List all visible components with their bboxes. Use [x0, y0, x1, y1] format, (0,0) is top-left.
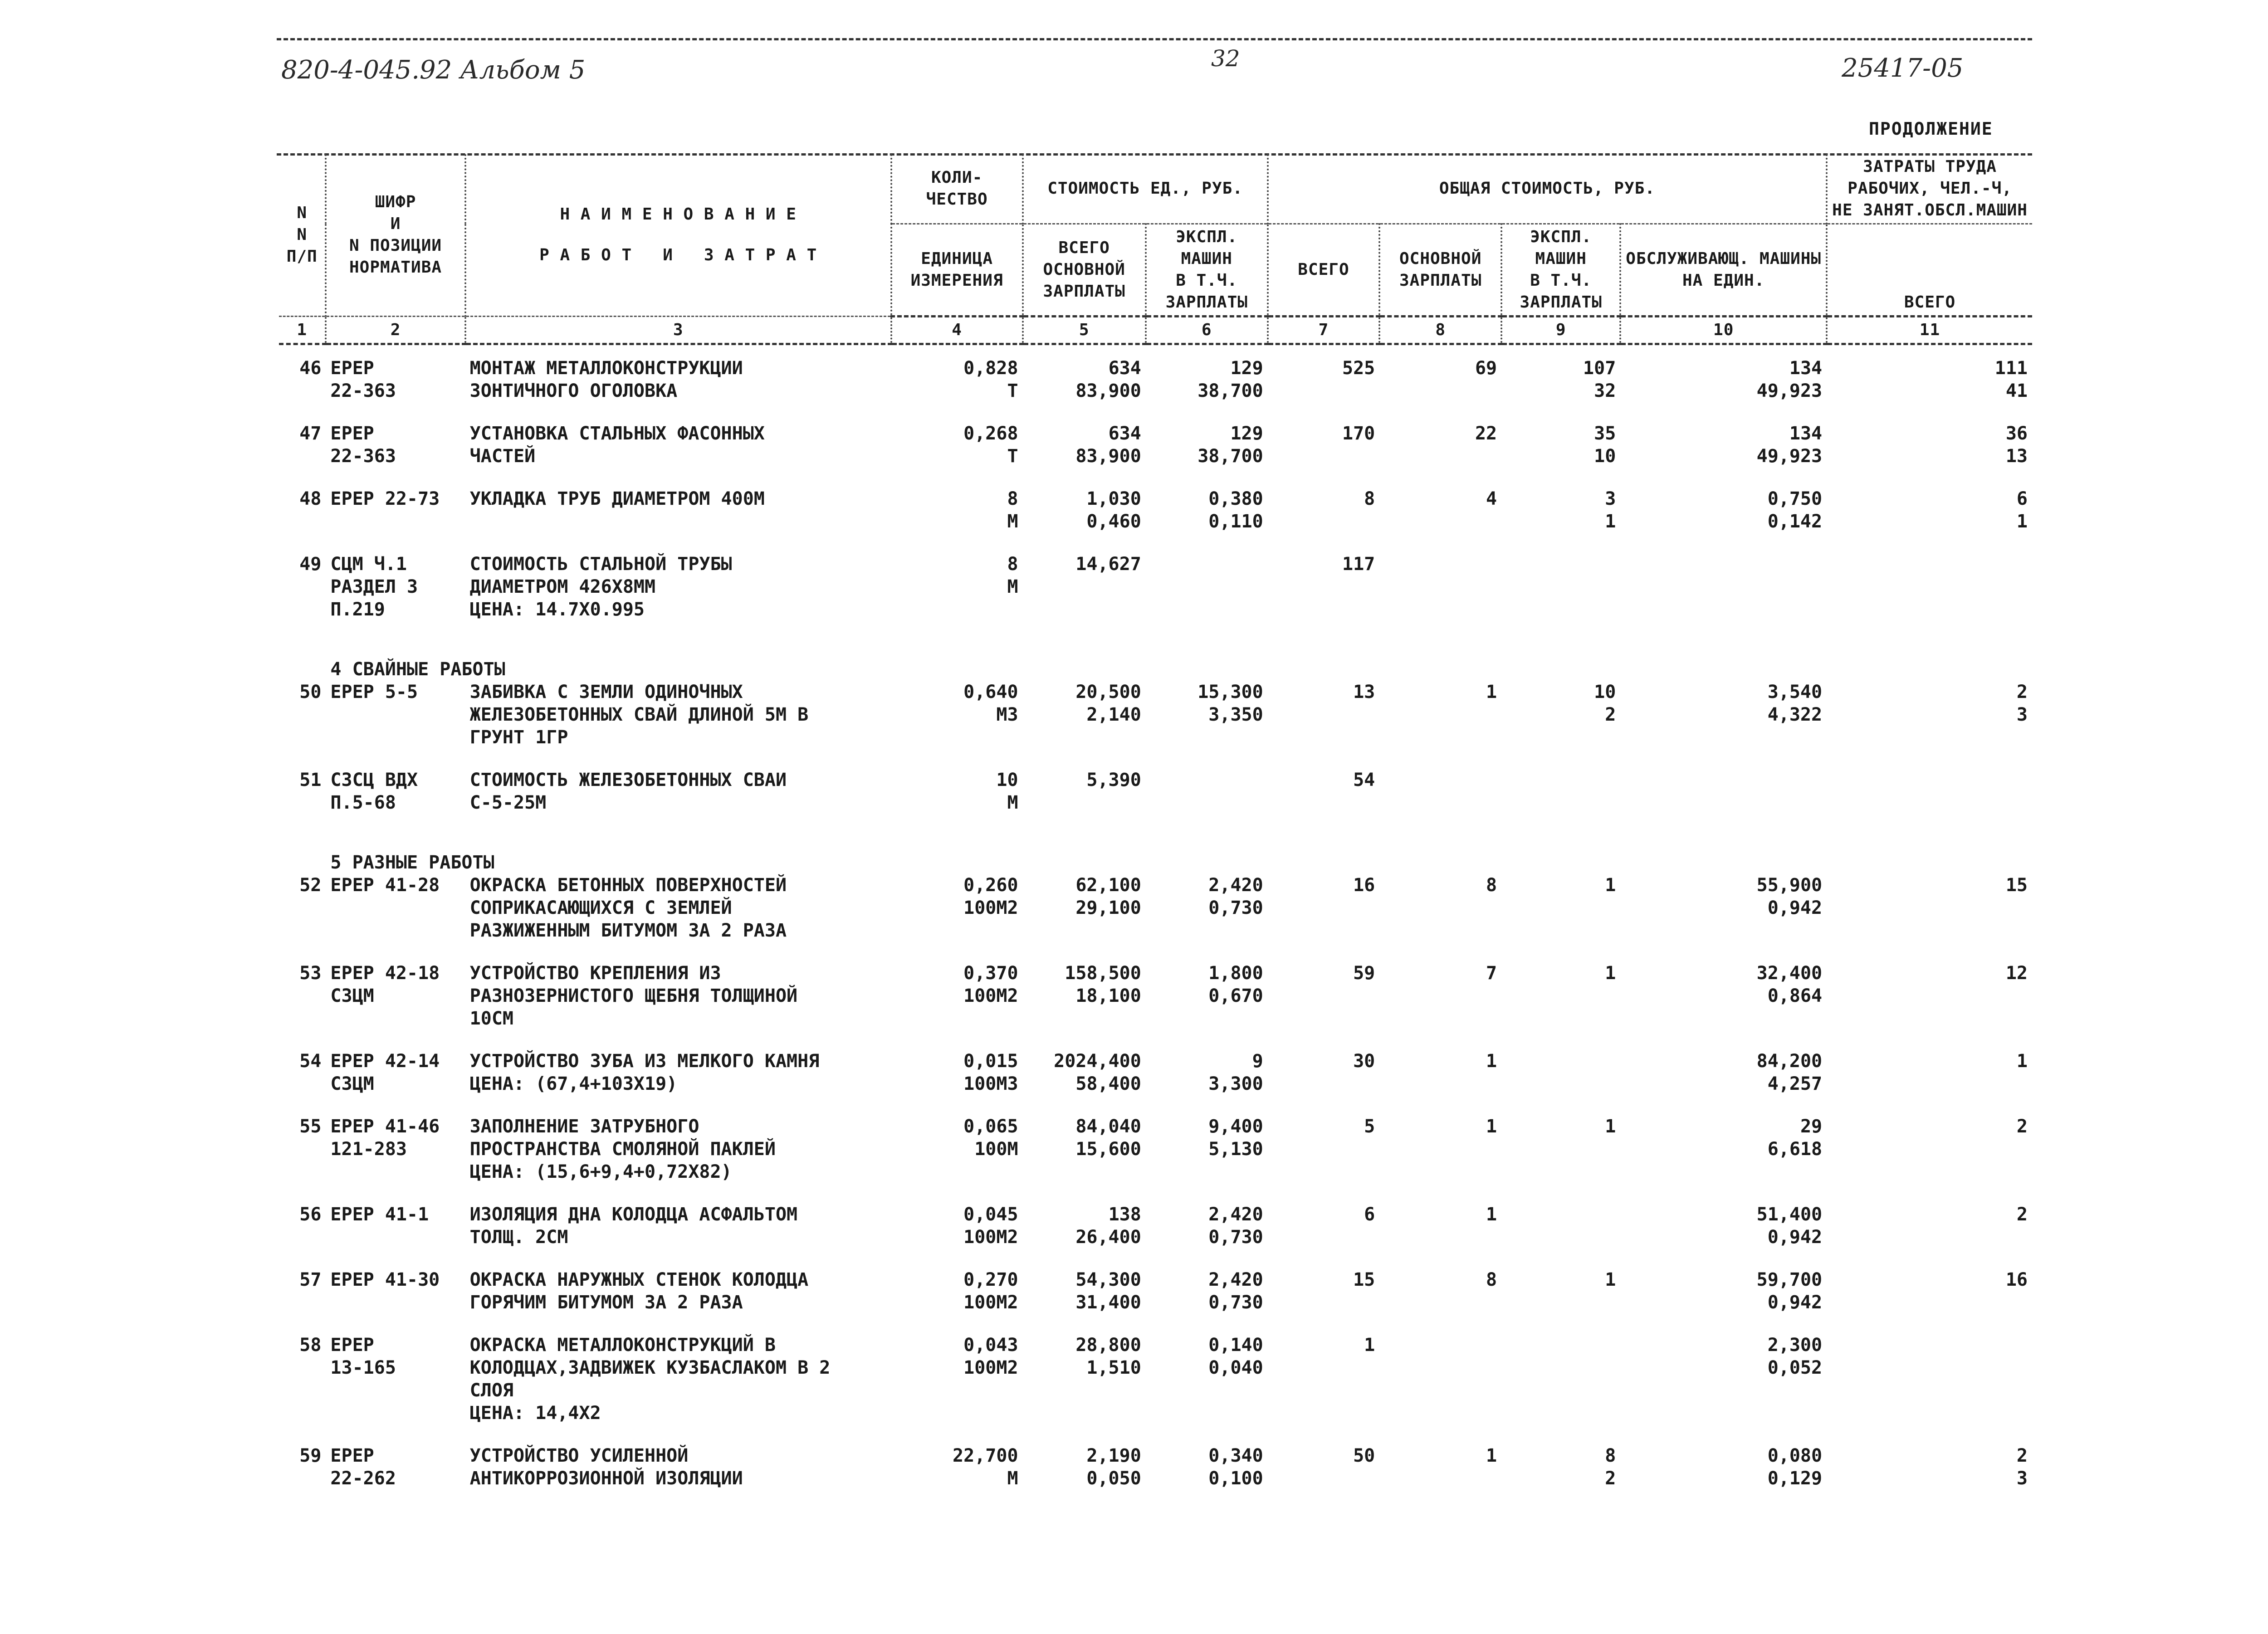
- row-labor-total: 2 3: [2016, 682, 2028, 725]
- col-header-unit-cost: СТОИМОСТЬ ЕД., РУБ.: [1023, 154, 1268, 224]
- row-code: ЕРЕР 41-28: [330, 875, 440, 896]
- row-quantity: 0,268 Т: [963, 423, 1018, 467]
- estimate-rows: [279, 344, 2032, 1500]
- row-labor-total: [1827, 543, 2032, 631]
- row-total-cost: 59: [1353, 963, 1375, 984]
- row-code: ЕРЕР 41-1: [330, 1204, 429, 1225]
- row-labor-per-unit: 84,200 4,257: [1756, 1051, 1823, 1094]
- row-labor-per-unit: 32,400 0,864: [1756, 963, 1823, 1006]
- row-total-machines: 10 2: [1594, 682, 1616, 725]
- col-number: 9: [1501, 317, 1620, 344]
- row-number: 53: [299, 963, 322, 984]
- row-total-salary: [1379, 1324, 1501, 1434]
- row-quantity: 0,270 100М2: [963, 1269, 1018, 1313]
- row-name: ОКРАСКА МЕТАЛЛОКОНСТРУКЦИЙ В КОЛОДЦАХ,ЗАДВИЖЕК КУЗБАСЛАКОМ В 2 СЛОЯ ЦЕНА: 14,4Х2: [469, 1335, 831, 1424]
- row-number: 51: [299, 770, 322, 790]
- row-unit-cost-total: 2,190 0,050: [1086, 1445, 1141, 1489]
- table-row: [279, 478, 2032, 543]
- row-labor-per-unit: 3,540 4,322: [1767, 682, 1823, 725]
- row-quantity: 10 М: [996, 770, 1018, 813]
- document-code: 820-4-045.92 Альбом 5: [281, 55, 586, 85]
- section-title: 4 СВАЙНЫЕ РАБОТЫ: [330, 659, 505, 680]
- table-row: [279, 412, 2032, 478]
- row-total-machines: 1: [1605, 1116, 1616, 1137]
- table-row: [279, 1105, 2032, 1193]
- section-spacer: [279, 631, 326, 681]
- row-total-salary: 8: [1486, 875, 1497, 896]
- row-total-salary: 1: [1486, 1116, 1497, 1137]
- row-labor-per-unit: 55,900 0,942: [1756, 875, 1823, 918]
- row-quantity: 8 М: [1007, 488, 1018, 532]
- row-unit-cost-total: 54,300 31,400: [1075, 1269, 1141, 1313]
- row-unit-cost-machines: 0,340 0,100: [1208, 1445, 1263, 1489]
- row-quantity: 0,045 100М2: [963, 1204, 1018, 1248]
- row-total-cost: 54: [1353, 770, 1375, 790]
- row-labor-per-unit: 2,300 0,052: [1767, 1335, 1823, 1378]
- row-total-cost: 13: [1353, 682, 1375, 702]
- row-name: УСТАНОВКА СТАЛЬНЫХ ФАСОННЫХ ЧАСТЕЙ: [469, 423, 765, 467]
- row-quantity: 0,015 100М3: [963, 1051, 1018, 1094]
- row-total-cost: 15: [1353, 1269, 1375, 1290]
- header-row-top: [279, 154, 2032, 224]
- row-unit-cost-total: 634 83,900: [1075, 358, 1141, 401]
- row-unit-cost-total: 20,500 2,140: [1075, 682, 1141, 725]
- row-total-cost: 117: [1342, 554, 1375, 575]
- col-header-uc-total-salary: ВСЕГО ОСНОВНОЙ ЗАРПЛАТЫ: [1023, 224, 1146, 317]
- row-code: ЕРЕР 22-73: [330, 488, 440, 509]
- row-total-cost: 8: [1364, 488, 1375, 509]
- row-total-salary: 69: [1475, 358, 1497, 379]
- row-unit-cost-machines: 129 38,700: [1198, 358, 1263, 401]
- col-header-labor-total: ВСЕГО: [1827, 224, 2032, 317]
- row-code: ЕРЕР 41-30: [330, 1269, 440, 1290]
- row-labor-per-unit: [1620, 543, 1827, 631]
- top-rule: [277, 38, 2032, 40]
- row-code: ЕРЕР 41-46 121-283: [330, 1116, 440, 1160]
- row-labor-per-unit: 134 49,923: [1756, 423, 1823, 467]
- estimate-table: [279, 154, 2032, 1500]
- table-row: [279, 1040, 2032, 1105]
- row-name: ЗАПОЛНЕНИЕ ЗАТРУБНОГО ПРОСТРАНСТВА СМОЛЯНОЙ ПАКЛЕЙ ЦЕНА: (15,6+9,4+0,72Х82): [469, 1116, 776, 1182]
- row-unit-cost-machines: 0,140 0,040: [1208, 1335, 1263, 1378]
- row-code: СЦМ Ч.1 РАЗДЕЛ 3 П.219: [330, 554, 418, 620]
- row-number: 54: [299, 1051, 322, 1072]
- row-labor-per-unit: 59,700 0,942: [1756, 1269, 1823, 1313]
- table-row: [279, 344, 2032, 413]
- row-labor-total: 15: [2005, 875, 2028, 896]
- table-row: [279, 952, 2032, 1040]
- row-labor-total: 36 13: [2005, 423, 2028, 467]
- row-number: 58: [299, 1335, 322, 1356]
- row-code: ЕРЕР 22-262: [330, 1445, 396, 1489]
- col-number: 10: [1620, 317, 1827, 344]
- row-code: СЗСЦ ВДХ П.5-68: [330, 770, 418, 813]
- row-unit-cost-machines: 15,300 3,350: [1198, 682, 1263, 725]
- row-name: ОКРАСКА БЕТОННЫХ ПОВЕРХНОСТЕЙ СОПРИКАСАЮЩИХСЯ С ЗЕМЛЕЙ РАЗЖИЖЕННЫМ БИТУМОМ ЗА 2 РАЗА: [469, 875, 787, 941]
- row-total-salary: [1379, 759, 1501, 824]
- sheet-code: 25417-05: [1842, 54, 1964, 83]
- row-total-cost: 170: [1342, 423, 1375, 444]
- table-row: [279, 874, 2032, 952]
- row-labor-total: [1827, 1324, 2032, 1434]
- row-quantity: 0,043 100М2: [963, 1335, 1018, 1378]
- row-name: УСТРОЙСТВО КРЕПЛЕНИЯ ИЗ РАЗНОЗЕРНИСТОГО ЩЕБНЯ ТОЛЩИНОЙ 10СМ: [469, 963, 798, 1029]
- row-total-salary: 4: [1486, 488, 1497, 509]
- section-heading-row: [279, 631, 2032, 681]
- row-labor-per-unit: 0,750 0,142: [1767, 488, 1823, 532]
- row-unit-cost-machines: 2,420 0,730: [1208, 1269, 1263, 1313]
- page-number: 32: [1211, 45, 1240, 72]
- row-total-machines: 3 1: [1605, 488, 1616, 532]
- table-row: [279, 1193, 2032, 1258]
- table-row: [279, 1434, 2032, 1500]
- col-number: 7: [1268, 317, 1380, 344]
- row-name: ИЗОЛЯЦИЯ ДНА КОЛОДЦА АСФАЛЬТОМ ТОЛЩ. 2СМ: [469, 1204, 798, 1248]
- col-number: 4: [891, 317, 1023, 344]
- row-code: ЕРЕР 13-165: [330, 1335, 396, 1378]
- row-total-machines: [1501, 759, 1620, 824]
- col-number: 6: [1146, 317, 1268, 344]
- row-code: ЕРЕР 22-363: [330, 423, 396, 467]
- row-unit-cost-machines: [1146, 759, 1268, 824]
- row-labor-total: 111 41: [1994, 358, 2028, 401]
- row-labor-per-unit: 51,400 0,942: [1756, 1204, 1823, 1248]
- row-total-cost: 525: [1342, 358, 1375, 379]
- row-labor-per-unit: 29 6,618: [1767, 1116, 1823, 1160]
- row-total-machines: [1501, 543, 1620, 631]
- col-header-unit: ЕДИНИЦА ИЗМЕРЕНИЯ: [891, 224, 1023, 317]
- row-number: 55: [299, 1116, 322, 1137]
- row-unit-cost-total: 84,040 15,600: [1075, 1116, 1141, 1160]
- row-number: 52: [299, 875, 322, 896]
- col-header-code: ШИФР И N ПОЗИЦИИ НОРМАТИВА: [326, 154, 465, 317]
- row-name: СТОИМОСТЬ ЖЕЛЕЗОБЕТОННЫХ СВАИ С-5-25М: [469, 770, 787, 813]
- row-quantity: 8 М: [1007, 554, 1018, 597]
- row-labor-total: 12: [2005, 963, 2028, 984]
- section-title: 5 РАЗНЫЕ РАБОТЫ: [330, 852, 494, 873]
- row-total-machines: 35 10: [1594, 423, 1616, 467]
- row-code: ЕРЕР 5-5: [330, 682, 418, 702]
- row-quantity: 22,700 М: [953, 1445, 1018, 1489]
- col-number: 1: [279, 317, 326, 344]
- row-unit-cost-total: 62,100 29,100: [1075, 875, 1141, 918]
- row-code: ЕРЕР 22-363: [330, 358, 396, 401]
- row-quantity: 0,828 Т: [963, 358, 1018, 401]
- row-number: 48: [299, 488, 322, 509]
- row-total-salary: 7: [1486, 963, 1497, 984]
- row-total-machines: 107 32: [1583, 358, 1616, 401]
- row-unit-cost-machines: [1146, 543, 1268, 631]
- row-unit-cost-total: 1,030 0,460: [1086, 488, 1141, 532]
- col-header-tc-salary: ОСНОВНОЙ ЗАРПЛАТЫ: [1379, 224, 1501, 317]
- row-name: УСТРОЙСТВО ЗУБА ИЗ МЕЛКОГО КАМНЯ ЦЕНА: (67,4+103Х19): [469, 1051, 820, 1094]
- row-total-machines: [1501, 1324, 1620, 1434]
- row-total-salary: 1: [1486, 1204, 1497, 1225]
- row-total-machines: [1501, 1040, 1620, 1105]
- row-unit-cost-total: 14,627: [1075, 554, 1141, 575]
- row-quantity: 0,065 100М: [963, 1116, 1018, 1160]
- row-quantity: 0,640 М3: [963, 682, 1018, 725]
- row-quantity: 0,260 100М2: [963, 875, 1018, 918]
- row-unit-cost-machines: 9,400 5,130: [1208, 1116, 1263, 1160]
- row-total-machines: [1501, 1193, 1620, 1258]
- col-number: 2: [326, 317, 465, 344]
- row-labor-total: [1827, 759, 2032, 824]
- row-unit-cost-machines: 0,380 0,110: [1208, 488, 1263, 532]
- row-unit-cost-machines: 2,420 0,730: [1208, 1204, 1263, 1248]
- row-labor-per-unit: [1620, 759, 1827, 824]
- row-unit-cost-machines: 9 3,300: [1208, 1051, 1263, 1094]
- col-number: 11: [1827, 317, 2032, 344]
- row-unit-cost-total: 2024,400 58,400: [1054, 1051, 1141, 1094]
- col-header-tc-total: ВСЕГО: [1268, 224, 1380, 317]
- row-number: 47: [299, 423, 322, 444]
- section-heading-row: [279, 824, 2032, 874]
- row-labor-total: 2: [2016, 1204, 2028, 1225]
- row-total-machines: 1: [1605, 963, 1616, 984]
- row-total-machines: 8 2: [1605, 1445, 1616, 1489]
- col-header-num: N N П/П: [279, 154, 326, 317]
- col-header-name: Н А И М Е Н О В А Н И Е Р А Б О Т И З А Т Р А Т: [465, 154, 891, 317]
- row-code: ЕРЕР 42-14 СЗЦМ: [330, 1051, 440, 1094]
- row-labor-total: 6 1: [2016, 488, 2028, 532]
- row-number: 59: [299, 1445, 322, 1466]
- row-total-cost: 30: [1353, 1051, 1375, 1072]
- col-header-uc-machines: ЭКСПЛ. МАШИН В Т.Ч. ЗАРПЛАТЫ: [1146, 224, 1268, 317]
- row-unit-cost-total: 5,390: [1086, 770, 1141, 790]
- row-unit-cost-total: 634 83,900: [1075, 423, 1141, 467]
- row-unit-cost-total: 28,800 1,510: [1075, 1335, 1141, 1378]
- col-number: 5: [1023, 317, 1146, 344]
- row-name: ОКРАСКА НАРУЖНЫХ СТЕНОК КОЛОДЦА ГОРЯЧИМ БИТУМОМ ЗА 2 РАЗА: [469, 1269, 809, 1313]
- col-number: 3: [465, 317, 891, 344]
- row-number: 46: [299, 358, 322, 379]
- row-name: УКЛАДКА ТРУБ ДИАМЕТРОМ 400М: [469, 488, 765, 509]
- row-labor-per-unit: 0,080 0,129: [1767, 1445, 1823, 1489]
- col-header-total-cost: ОБЩАЯ СТОИМОСТЬ, РУБ.: [1268, 154, 1827, 224]
- row-total-cost: 50: [1353, 1445, 1375, 1466]
- row-name: СТОИМОСТЬ СТАЛЬНОЙ ТРУБЫ ДИАМЕТРОМ 426Х8ММ ЦЕНА: 14.7Х0.995: [469, 554, 732, 620]
- column-number-row: [279, 317, 2032, 344]
- row-labor-total: 1: [2016, 1051, 2028, 1072]
- col-header-labor-unit: ОБСЛУЖИВАЮЩ. МАШИНЫ НА ЕДИН.: [1620, 224, 1827, 317]
- row-unit-cost-machines: 1,800 0,670: [1208, 963, 1263, 1006]
- row-total-machines: 1: [1605, 875, 1616, 896]
- row-total-cost: 1: [1364, 1335, 1375, 1356]
- row-quantity: 0,370 100М2: [963, 963, 1018, 1006]
- row-total-salary: 8: [1486, 1269, 1497, 1290]
- row-number: 49: [299, 554, 322, 575]
- row-name: УСТРОЙСТВО УСИЛЕННОЙ АНТИКОРРОЗИОННОЙ ИЗОЛЯЦИИ: [469, 1445, 743, 1489]
- table-row: [279, 1324, 2032, 1434]
- row-unit-cost-machines: 129 38,700: [1198, 423, 1263, 467]
- row-unit-cost-total: 138 26,400: [1075, 1204, 1141, 1248]
- col-number: 8: [1379, 317, 1501, 344]
- row-total-salary: 1: [1486, 682, 1497, 702]
- row-name: МОНТАЖ МЕТАЛЛОКОНСТРУКЦИИ ЗОНТИЧНОГО ОГОЛОВКА: [469, 358, 743, 401]
- row-code: ЕРЕР 42-18 СЗЦМ: [330, 963, 440, 1006]
- table-row: [279, 543, 2032, 631]
- row-number: 50: [299, 682, 322, 702]
- row-labor-total: 16: [2005, 1269, 2028, 1290]
- row-name: ЗАБИВКА С ЗЕМЛИ ОДИНОЧНЫХ ЖЕЛЕЗОБЕТОННЫХ СВАЙ ДЛИНОЙ 5М В ГРУНТ 1ГР: [469, 682, 809, 748]
- row-labor-per-unit: 134 49,923: [1756, 358, 1823, 401]
- row-number: 56: [299, 1204, 322, 1225]
- row-number: 57: [299, 1269, 322, 1290]
- col-header-labor: ЗАТРАТЫ ТРУДА РАБОЧИХ, ЧЕЛ.-Ч, НЕ ЗАНЯТ.ОБСЛ.МАШИН: [1827, 154, 2032, 224]
- row-total-salary: 1: [1486, 1051, 1497, 1072]
- row-total-machines: 1: [1605, 1269, 1616, 1290]
- row-total-cost: 16: [1353, 875, 1375, 896]
- table-row: [279, 681, 2032, 759]
- continuation-label: ПРОДОЛЖЕНИЕ: [1869, 119, 1993, 139]
- row-total-salary: [1379, 543, 1501, 631]
- row-total-cost: 5: [1364, 1116, 1375, 1137]
- row-labor-total: 2 3: [2016, 1445, 2028, 1489]
- col-header-tc-machines: ЭКСПЛ. МАШИН В Т.Ч. ЗАРПЛАТЫ: [1501, 224, 1620, 317]
- row-total-salary: 1: [1486, 1445, 1497, 1466]
- row-total-salary: 22: [1475, 423, 1497, 444]
- section-spacer: [279, 824, 326, 874]
- table-row: [279, 759, 2032, 824]
- row-labor-total: 2: [2016, 1116, 2028, 1137]
- col-header-qty: КОЛИ- ЧЕСТВО: [891, 154, 1023, 224]
- row-total-cost: 6: [1364, 1204, 1375, 1225]
- row-unit-cost-total: 158,500 18,100: [1065, 963, 1141, 1006]
- row-unit-cost-machines: 2,420 0,730: [1208, 875, 1263, 918]
- table-row: [279, 1258, 2032, 1324]
